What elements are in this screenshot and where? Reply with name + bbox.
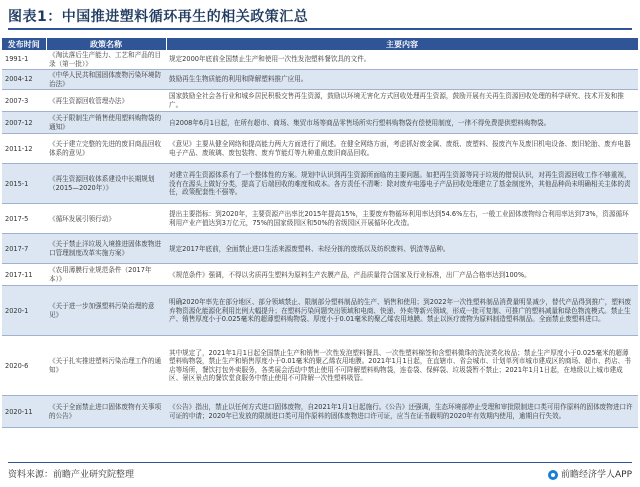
table-row <box>2 50 638 70</box>
row-content: 鼓励再生生物质能的利用和降解塑料推广应用。 <box>166 70 638 90</box>
policy-table <box>2 38 639 428</box>
row-content: 自2008年6月1日起，在所有超市、商场、集贸市场等商品零售场所实行塑料购物袋有偿使用制度，一律不得免费提供塑料购物袋。 <box>166 112 638 134</box>
row-policy-name: 《淘汰落后生产能力、工艺和产品的目录（第一批）》 <box>46 50 166 70</box>
row-time: 2017-5 <box>2 204 46 234</box>
table-row <box>2 264 638 286</box>
row-time: 2020-1 <box>2 286 46 336</box>
row-policy-name: 《再生资源回收管理办法》 <box>46 90 166 112</box>
row-content: 规定2017年底前，全面禁止进口生活来源废塑料、未经分拣的废纸以及纺织废料、钒渣等品种。 <box>166 234 638 264</box>
row-content: 《意见》主要从健全网络和提高能力两大方面进行了阐述。在健全网络方面，考虑抓好废金属、废纸、废塑料、报废汽车及废旧机电设备、废旧轮胎、废弃电器电子产品、废玻璃、废包装物、废弃节能灯等九种重点废旧商品回收。 <box>166 134 638 164</box>
table-row <box>2 336 638 396</box>
table-row <box>2 396 638 428</box>
row-time: 2017-7 <box>2 234 46 264</box>
row-policy-name: 《关于建立完整的先进的废旧商品回收体系的意见》 <box>46 134 166 164</box>
row-policy-name: 《关于禁止洋垃圾入境推进固体废物进口管理制度改革实施方案》 <box>46 234 166 264</box>
brand-name: 前瞻经济学人APP <box>560 470 632 480</box>
row-policy-name: 《中华人民共和国固体废物污染环境防治法》 <box>46 70 166 90</box>
page-title: 图表1：中国推进塑料循环再生的相关政策汇总 <box>8 6 632 30</box>
row-content: 其中规定了，2021年1月1日起全国禁止生产和销售一次性发泡塑料餐具、一次性塑料棉签和含塑料微珠的洗浣类化妆品；禁止生产厚度小于0.025毫米的超薄塑料购物袋，禁止生产和销售厚度小于0.01毫米的聚乙烯农用地膜。2021年1月1日起，在直辖市、省会城市、计划单列市城市建成区的商场、超市、药店、书店等场所，餐饮打包外卖服务，各类展会活动中禁止使用不可降解塑料购物袋，连卷袋、保鲜袋、垃圾袋暂不禁止；2021年1月1日起，在地级以上城市建成区、景区景点的餐饮堂食服务中禁止使用不可降解一次性塑料吸管。 <box>166 336 638 396</box>
row-time: 2004-12 <box>2 70 46 90</box>
row-time: 2011-12 <box>2 134 46 164</box>
table-row <box>2 90 638 112</box>
row-time: 1991-1 <box>2 50 46 70</box>
row-content: 规定2000年底前全国禁止生产和使用一次性发泡塑料餐饮具的文件。 <box>166 50 638 70</box>
header-name: 政策名称 <box>46 38 166 50</box>
source-note: 资料来源：前瞻产业研究院整理 <box>8 470 135 480</box>
row-policy-name: 《关于限制生产销售使用塑料购物袋的通知》 <box>46 112 166 134</box>
row-policy-name: 《关于扎实推进塑料污染治理工作的通知》 <box>46 336 166 396</box>
row-content: 提出主要指标：到2020年，主要资源产出率比2015年提高15%，主要废弃物循环利用率达到54.6%左右，一般工业固体废物综合利用率达到73%，资源循环利用产业产值达到3万亿元，75%的国家级园区和50%的省级园区开展循环化改造。 <box>166 204 638 234</box>
row-policy-name: 《再生资源回收体系建设中长期规划（2015—2020年）》 <box>46 164 166 204</box>
row-time: 2020-11 <box>2 396 46 428</box>
header-time: 发布时间 <box>2 38 46 50</box>
row-time: 2007-3 <box>2 90 46 112</box>
row-time: 2017-11 <box>2 264 46 286</box>
table-row <box>2 204 638 234</box>
row-content: 《规范条件》强调，不得以劣质再生塑料为原料生产农膜产品，产品质量符合国家及行业标准，出厂产品合格率达到100%。 <box>166 264 638 286</box>
table-row <box>2 286 638 336</box>
header-content: 主要内容 <box>166 38 638 50</box>
row-time: 2020-6 <box>2 336 46 396</box>
row-policy-name: 《关于全面禁止进口固体废物有关事项的公告》 <box>46 396 166 428</box>
table-row <box>2 234 638 264</box>
row-content: 对建立再生资源体系有了一个整体性的方案。规划中认识到再生资源所面临的主要问题。如把再生资源等同于垃圾的错误认识，对再生资源回收工作不够重视，没有在源头上做好分类，提高了后端回收的难度和成本。各方责任不清晰：除对废弃电器电子产品回收处理建立了基金制度外，其他品种尚未明确相关主体的责任，政策配套性不强等。 <box>166 164 638 204</box>
row-policy-name: 《循环发展引领行动》 <box>46 204 166 234</box>
table-row <box>2 134 638 164</box>
table-header-row <box>2 38 638 50</box>
brand-logo-icon <box>548 470 558 480</box>
table-row <box>2 164 638 204</box>
row-time: 2015-1 <box>2 164 46 204</box>
row-content: 国家鼓励全社会各行业和城乡居民积极交售再生资源，鼓励以环境无害化方式回收处理再生资源，鼓励开展有关再生资源回收处理的科学研究、技术开发和推广。 <box>166 90 638 112</box>
row-content: 明确2020年率先在部分地区、部分领域禁止、限制部分塑料制品的生产、销售和使用；到2022年一次性塑料制品消费量明显减少，替代产品得到推广，塑料废弃物资源化能源化利用比例大幅提升；在塑料污染问题突出领域和电商、快递、外卖等新兴领域，形成一批可复制、可推广的塑料减量和绿色物流模式。禁止生产、销售厚度小于0.025毫米的超薄塑料购物袋、厚度小于0.01毫米的聚乙烯农用地膜。禁止以医疗废物为原料制造塑料制品。全面禁止废塑料进口。 <box>166 286 638 336</box>
table-row <box>2 70 638 90</box>
row-content: 《公告》指出，禁止以任何方式进口固体废物，自2021年1月1日起施行。《公告》还强调，生态环境部停止受理和审批限制进口类可用作原料的固体废物进口许可证的申请；2020年已发放的限制进口类可用作原料的固体废物进口许可证，应当在证书载明的2020年有效期内使用，逾期自行失效。 <box>166 396 638 428</box>
row-policy-name: 《农用薄膜行业规范条件（2017年本）》 <box>46 264 166 286</box>
row-policy-name: 《关于进一步加强塑料污染治理的意见》 <box>46 286 166 336</box>
brand-mark <box>548 465 632 485</box>
row-time: 2007-12 <box>2 112 46 134</box>
page-footer <box>8 462 632 483</box>
table-row <box>2 112 638 134</box>
